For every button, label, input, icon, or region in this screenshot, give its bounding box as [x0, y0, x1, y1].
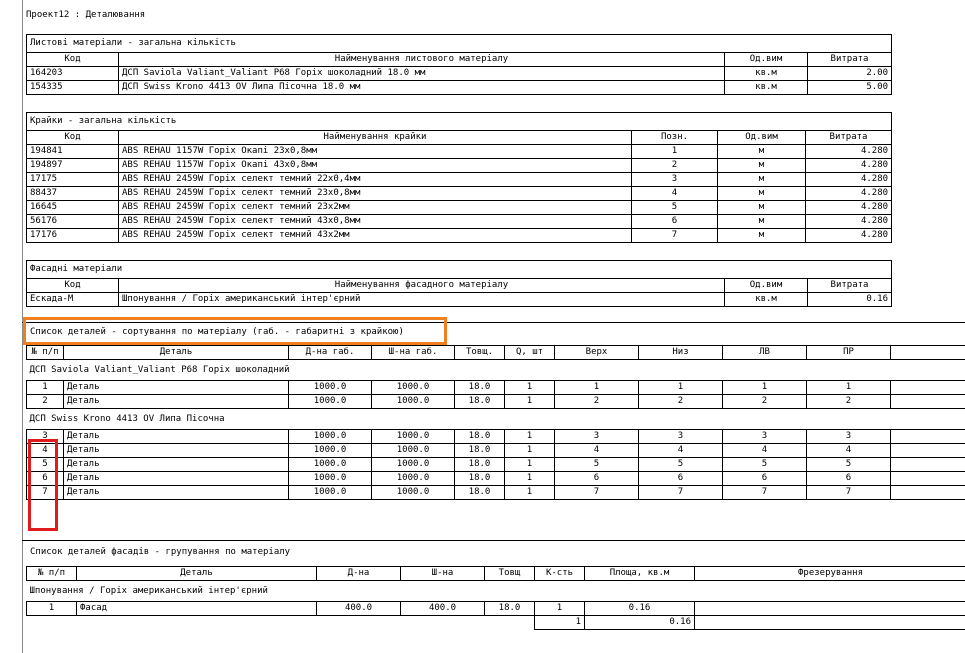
cell: 1000.0: [372, 430, 455, 444]
sheet-materials-title: Листові матеріали - загальна кількість: [27, 35, 892, 53]
cell: 1: [505, 486, 555, 500]
blank-cell: [891, 444, 965, 458]
cell: 4.280: [806, 145, 892, 159]
cell: 6: [27, 472, 64, 486]
facade-materials-title: Фасадні матеріали: [27, 261, 892, 279]
col-header-empty: [891, 346, 965, 360]
cell: 1: [555, 381, 639, 395]
total-qty: 1: [535, 616, 585, 630]
blank-cell: [485, 616, 535, 630]
cell: 4.280: [806, 229, 892, 243]
cell: 3: [807, 430, 891, 444]
cell: 1000.0: [289, 458, 372, 472]
cell: 2.00: [808, 67, 892, 81]
cell: 4: [723, 444, 807, 458]
cell: 5: [555, 458, 639, 472]
cell: 3: [555, 430, 639, 444]
col-header: Витрата: [806, 131, 892, 145]
col-header: Од.вим: [725, 53, 808, 67]
col-header: Ш-на: [401, 567, 485, 581]
table-row: [27, 472, 965, 486]
cell: 154335: [27, 81, 119, 95]
blank-cell: [401, 616, 485, 630]
cell: 2: [632, 159, 718, 173]
col-header: Деталь: [77, 567, 317, 581]
cell: 1000.0: [372, 486, 455, 500]
cell: 1: [505, 472, 555, 486]
blank-cell: [891, 381, 965, 395]
cell: 1: [505, 458, 555, 472]
facade-parts-table: [26, 566, 965, 630]
parts-table: [26, 345, 965, 500]
cell: 5: [807, 458, 891, 472]
col-header: Код: [27, 131, 119, 145]
cell: ДСП Saviola Valiant_Valiant P68 Горіх шоколадний 18.0 мм: [119, 67, 725, 81]
table-row: [27, 486, 965, 500]
col-header: Найменування крайки: [119, 131, 632, 145]
cell: 1000.0: [289, 395, 372, 409]
table-row: [27, 145, 892, 159]
parts-title: Список деталей - сортування по матеріалу (габ. - габаритні з крайкою): [30, 327, 404, 337]
cell: ДСП Swiss Krono 4413 OV Липа Пісочна 18.0 мм: [119, 81, 725, 95]
cell: м: [718, 229, 806, 243]
cell: 2: [27, 395, 64, 409]
table-row: [27, 187, 892, 201]
cell: 3: [27, 430, 64, 444]
cell: 1000.0: [372, 472, 455, 486]
group-header: Шпонування / Горіх американський інтер'єрний: [29, 586, 268, 596]
cell: 4: [632, 187, 718, 201]
col-header: Q, шт: [505, 346, 555, 360]
table-row: [27, 395, 965, 409]
cell: 3: [632, 173, 718, 187]
cell: 400.0: [317, 602, 401, 616]
cell: 5: [27, 458, 64, 472]
cell: 18.0: [455, 444, 505, 458]
col-header: Позн.: [632, 131, 718, 145]
table-row: [27, 381, 965, 395]
cell: 4.280: [806, 187, 892, 201]
col-header: Найменування листового матеріалу: [119, 53, 725, 67]
cell: 164203: [27, 67, 119, 81]
cell: 1: [505, 430, 555, 444]
group-header: ДСП Saviola Valiant_Valiant P68 Горіх шоколадний: [29, 365, 290, 375]
cell: 56176: [27, 215, 119, 229]
cell: 6: [555, 472, 639, 486]
table-row: [27, 81, 892, 95]
edges-table: [26, 112, 892, 243]
col-header: Код: [27, 279, 119, 293]
table-row: [27, 444, 965, 458]
cell: 4: [639, 444, 723, 458]
col-header: Од.вим: [725, 279, 808, 293]
cell: Ескада-М: [27, 293, 119, 307]
cell: кв.м: [725, 81, 808, 95]
cell: 194841: [27, 145, 119, 159]
col-header: Площа, кв.м: [585, 567, 695, 581]
cell: 194897: [27, 159, 119, 173]
facade-materials-table: [26, 260, 892, 307]
cell: ABS REHAU 1157W Горіх Окапі 23x0,8мм: [119, 145, 632, 159]
cell: ABS REHAU 2459W Горіх селект темний 22x0,4мм: [119, 173, 632, 187]
cell: 1: [505, 444, 555, 458]
cell: 2: [555, 395, 639, 409]
cell: 1000.0: [289, 430, 372, 444]
col-header: № п/п: [27, 346, 64, 360]
cell: м: [718, 145, 806, 159]
cell: 4.280: [806, 173, 892, 187]
page-title: Проект12 : Деталювання: [26, 10, 146, 20]
cell: 0.16: [585, 602, 695, 616]
cell: 18.0: [455, 430, 505, 444]
cell: 1: [535, 602, 585, 616]
cell: 4: [555, 444, 639, 458]
table-row: [27, 67, 892, 81]
cell: 4: [27, 444, 64, 458]
cell: 2: [807, 395, 891, 409]
cell: 5: [723, 458, 807, 472]
blank-cell: [27, 616, 77, 630]
cell: 400.0: [401, 602, 485, 616]
col-header: Д-на: [317, 567, 401, 581]
blank-cell: [77, 616, 317, 630]
cell: 17175: [27, 173, 119, 187]
blank-cell: [891, 472, 965, 486]
facade-parts-title: Список деталей фасадів - групування по матеріалу: [30, 547, 291, 557]
col-header: Ш-на габ.: [372, 346, 455, 360]
cell: 1: [807, 381, 891, 395]
cell: 1000.0: [289, 486, 372, 500]
cell: 1000.0: [289, 381, 372, 395]
cell: Деталь: [64, 472, 289, 486]
table-row: [27, 173, 892, 187]
cell: 18.0: [455, 458, 505, 472]
cell: 2: [639, 395, 723, 409]
table-row: [27, 602, 965, 616]
table-row: [27, 159, 892, 173]
cell: [695, 602, 965, 616]
table-row: [27, 430, 965, 444]
cell: ABS REHAU 2459W Горіх селект темний 43x0,8мм: [119, 215, 632, 229]
col-header: Найменування фасадного матеріалу: [119, 279, 725, 293]
cell: ABS REHAU 1157W Горіх Окапі 43x0,8мм: [119, 159, 632, 173]
cell: кв.м: [725, 67, 808, 81]
cell: 5: [639, 458, 723, 472]
blank-cell: [891, 395, 965, 409]
cell: 6: [807, 472, 891, 486]
cell: 1: [505, 395, 555, 409]
cell: 4.280: [806, 159, 892, 173]
cell: 88437: [27, 187, 119, 201]
blank-cell: [891, 430, 965, 444]
cell: 3: [723, 430, 807, 444]
cell: 7: [723, 486, 807, 500]
col-header: Витрата: [808, 279, 892, 293]
cell: 0.16: [808, 293, 892, 307]
edges-title: Крайки - загальна кількість: [27, 113, 892, 131]
cell: 16645: [27, 201, 119, 215]
table-row: [27, 229, 892, 243]
col-header: № п/п: [27, 567, 77, 581]
cell: 1000.0: [372, 395, 455, 409]
totals-row: [27, 616, 965, 630]
cell: 1000.0: [289, 472, 372, 486]
blank-cell: [317, 616, 401, 630]
cell: 18.0: [485, 602, 535, 616]
cell: ABS REHAU 2459W Горіх селект темний 23x0,8мм: [119, 187, 632, 201]
cell: 3: [639, 430, 723, 444]
cell: 7: [555, 486, 639, 500]
cell: 18.0: [455, 395, 505, 409]
cell: 1: [632, 145, 718, 159]
table-row: [27, 215, 892, 229]
table-row: [27, 458, 965, 472]
cell: Деталь: [64, 395, 289, 409]
col-header: ЛВ: [723, 346, 807, 360]
cell: м: [718, 173, 806, 187]
cell: Фасад: [77, 602, 317, 616]
cell: 18.0: [455, 472, 505, 486]
blank-cell: [891, 486, 965, 500]
cell: 2: [723, 395, 807, 409]
col-header: Фрезерування: [695, 567, 965, 581]
cell: 7: [632, 229, 718, 243]
cell: 1: [723, 381, 807, 395]
col-header: Низ: [639, 346, 723, 360]
cell: 18.0: [455, 381, 505, 395]
cell: 4: [807, 444, 891, 458]
total-area: 0.16: [585, 616, 695, 630]
cell: м: [718, 201, 806, 215]
cell: 1000.0: [372, 458, 455, 472]
highlight-box-orange: [23, 317, 447, 345]
cell: 5: [632, 201, 718, 215]
cell: м: [718, 187, 806, 201]
col-header: ПР: [807, 346, 891, 360]
cell: 6: [723, 472, 807, 486]
cell: 4.280: [806, 215, 892, 229]
cell: Деталь: [64, 430, 289, 444]
col-header: Товщ: [485, 567, 535, 581]
col-header: Код: [27, 53, 119, 67]
cell: 6: [632, 215, 718, 229]
cell: 1000.0: [372, 444, 455, 458]
cell: 17176: [27, 229, 119, 243]
table-row: [27, 201, 892, 215]
blank-cell: [695, 616, 965, 630]
col-header: Верх: [555, 346, 639, 360]
cell: Деталь: [64, 486, 289, 500]
cell: 1: [27, 602, 77, 616]
sheet-materials-table: [26, 34, 892, 95]
cell: 6: [639, 472, 723, 486]
cell: 4.280: [806, 201, 892, 215]
group-header: ДСП Swiss Krono 4413 OV Липа Пісочна: [29, 414, 225, 424]
cell: 1000.0: [289, 444, 372, 458]
col-header: Од.вим: [718, 131, 806, 145]
cell: 7: [639, 486, 723, 500]
cell: 1: [639, 381, 723, 395]
cell: Деталь: [64, 444, 289, 458]
cell: ABS REHAU 2459W Горіх селект темний 23x2мм: [119, 201, 632, 215]
section-divider: [22, 540, 965, 541]
col-header: Деталь: [64, 346, 289, 360]
cell: Деталь: [64, 458, 289, 472]
cell: 18.0: [455, 486, 505, 500]
col-header: Товщ.: [455, 346, 505, 360]
col-header: Д-на габ.: [289, 346, 372, 360]
cell: 7: [807, 486, 891, 500]
cell: кв.м: [725, 293, 808, 307]
col-header: К-сть: [535, 567, 585, 581]
highlight-box-red: [28, 439, 58, 531]
cell: 5.00: [808, 81, 892, 95]
blank-cell: [891, 458, 965, 472]
cell: Деталь: [64, 381, 289, 395]
cell: 1000.0: [372, 381, 455, 395]
cell: 7: [27, 486, 64, 500]
cell: ABS REHAU 2459W Горіх селект темний 43x2мм: [119, 229, 632, 243]
cell: м: [718, 159, 806, 173]
cell: 1: [27, 381, 64, 395]
table-row: [27, 293, 892, 307]
col-header: Витрата: [808, 53, 892, 67]
cell: Шпонування / Горіх американський інтер'єрний: [119, 293, 725, 307]
cell: м: [718, 215, 806, 229]
cell: 1: [505, 381, 555, 395]
